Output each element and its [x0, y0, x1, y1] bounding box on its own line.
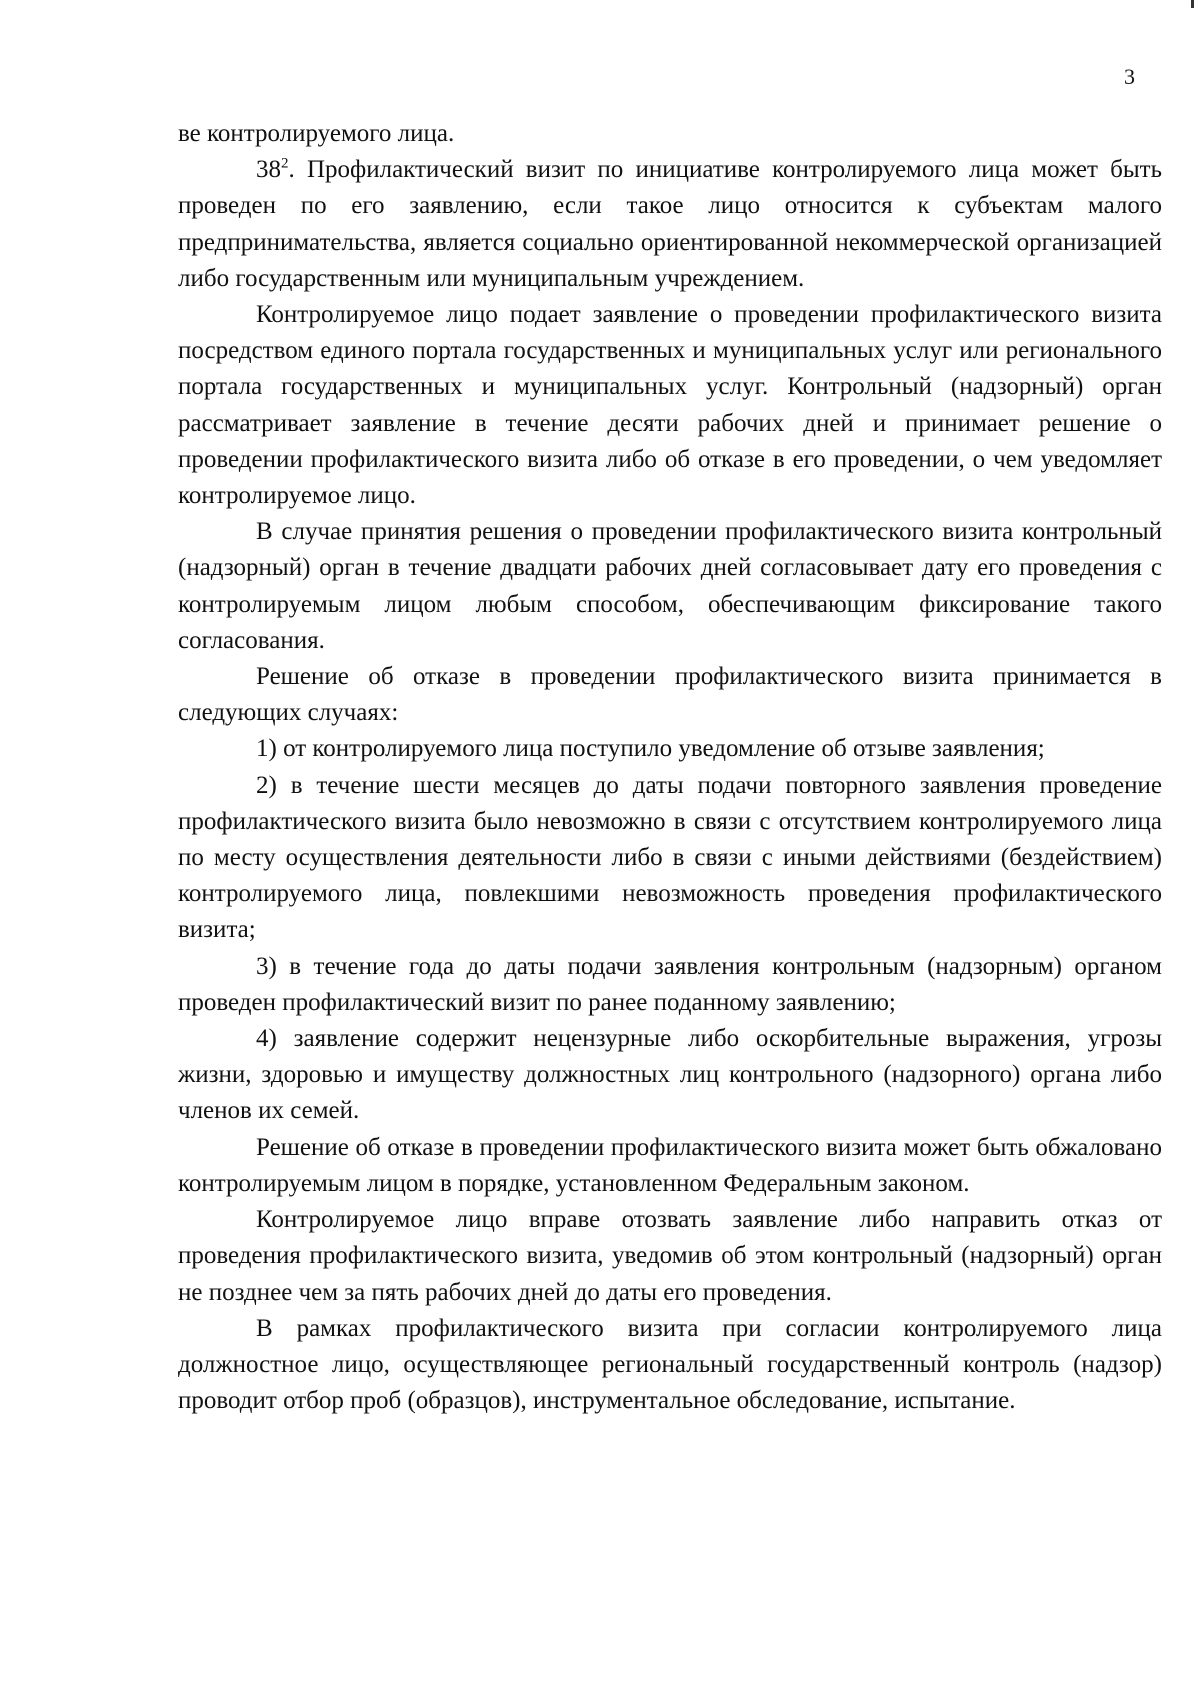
paragraph-appeal: Решение об отказе в проведении профилактического визита может быть обжаловано контролируемым лицом в порядке, установленном Федеральным законом.: [178, 1133, 1162, 1197]
list-item-3: 3) в течение года до даты подачи заявления контрольным (надзорным) органом проведен профилактический визит по ранее поданному заявлению;: [178, 952, 1162, 1016]
page-number: 3: [1124, 64, 1135, 89]
list-item-1: 1) от контролируемого лица поступило уведомление об отзыве заявления;: [256, 735, 1045, 763]
paragraph-agreement: В случае принятия решения о проведении профилактического визита контрольный (надзорный) орган в течение двадцати рабочих дней согласовывает дату его проведения с контролируемым лицом любым способом, обеспечивающим фиксирование такого согласования.: [178, 518, 1162, 654]
clause-superscript: 2: [281, 155, 289, 172]
paragraph-sampling: В рамках профилактического визита при согласии контролируемого лица должностное лицо, осуществляющее региональный государственный контроль (надзор) проводит отбор проб (образцов), инструментальное обследование, испытание.: [178, 1314, 1162, 1415]
paragraph-application: Контролируемое лицо подает заявление о проведении профилактического визита посредством единого портала государственных и муниципальных услуг или регионального портала государственных и муниципальных услуг. Контрольный (надзорный) орган рассматривает заявление в течение десяти рабочих дней и принимает решение о проведении профилактического визита либо об отказе в его проведении, о чем уведомляет контролируемое лицо.: [178, 301, 1162, 510]
document-body: [178, 116, 1162, 1419]
scan-mark: [1191, 0, 1194, 8]
clause-38-2: [178, 152, 1162, 297]
clause-number: 38: [256, 156, 281, 184]
list-item-2: 2) в течение шести месяцев до даты подачи повторного заявления проведение профилактического визита было невозможно в связи с отсутствием контролируемого лица по месту осуществления деятельности либо в связи с иными действиями (бездействием) контролируемого лица, повлекшими невозможность проведения профилактического визита;: [178, 771, 1162, 944]
paragraph-refusal-cases: Решение об отказе в проведении профилактического визита принимается в следующих случаях:: [178, 663, 1162, 727]
clause-text: . Профилактический визит по инициативе контролируемого лица может быть проведен по его заявлению, если такое лицо относится к субъектам малого предпринимательства, является социально ориентированной некоммерческой организацией либо государственным или муниципальным учреждением.: [178, 156, 1162, 292]
opening-fragment: ве контролируемого лица.: [178, 120, 455, 147]
list-item-4: 4) заявление содержит нецензурные либо оскорбительные выражения, угрозы жизни, здоровью и имуществу должностных лиц контрольного (надзорного) органа либо членов их семей.: [178, 1025, 1162, 1125]
paragraph-withdrawal: Контролируемое лицо вправе отозвать заявление либо направить отказ от проведения профилактического визита, уведомив об этом контрольный (надзорный) орган не позднее чем за пять рабочих дней до даты его проведения.: [178, 1206, 1162, 1306]
